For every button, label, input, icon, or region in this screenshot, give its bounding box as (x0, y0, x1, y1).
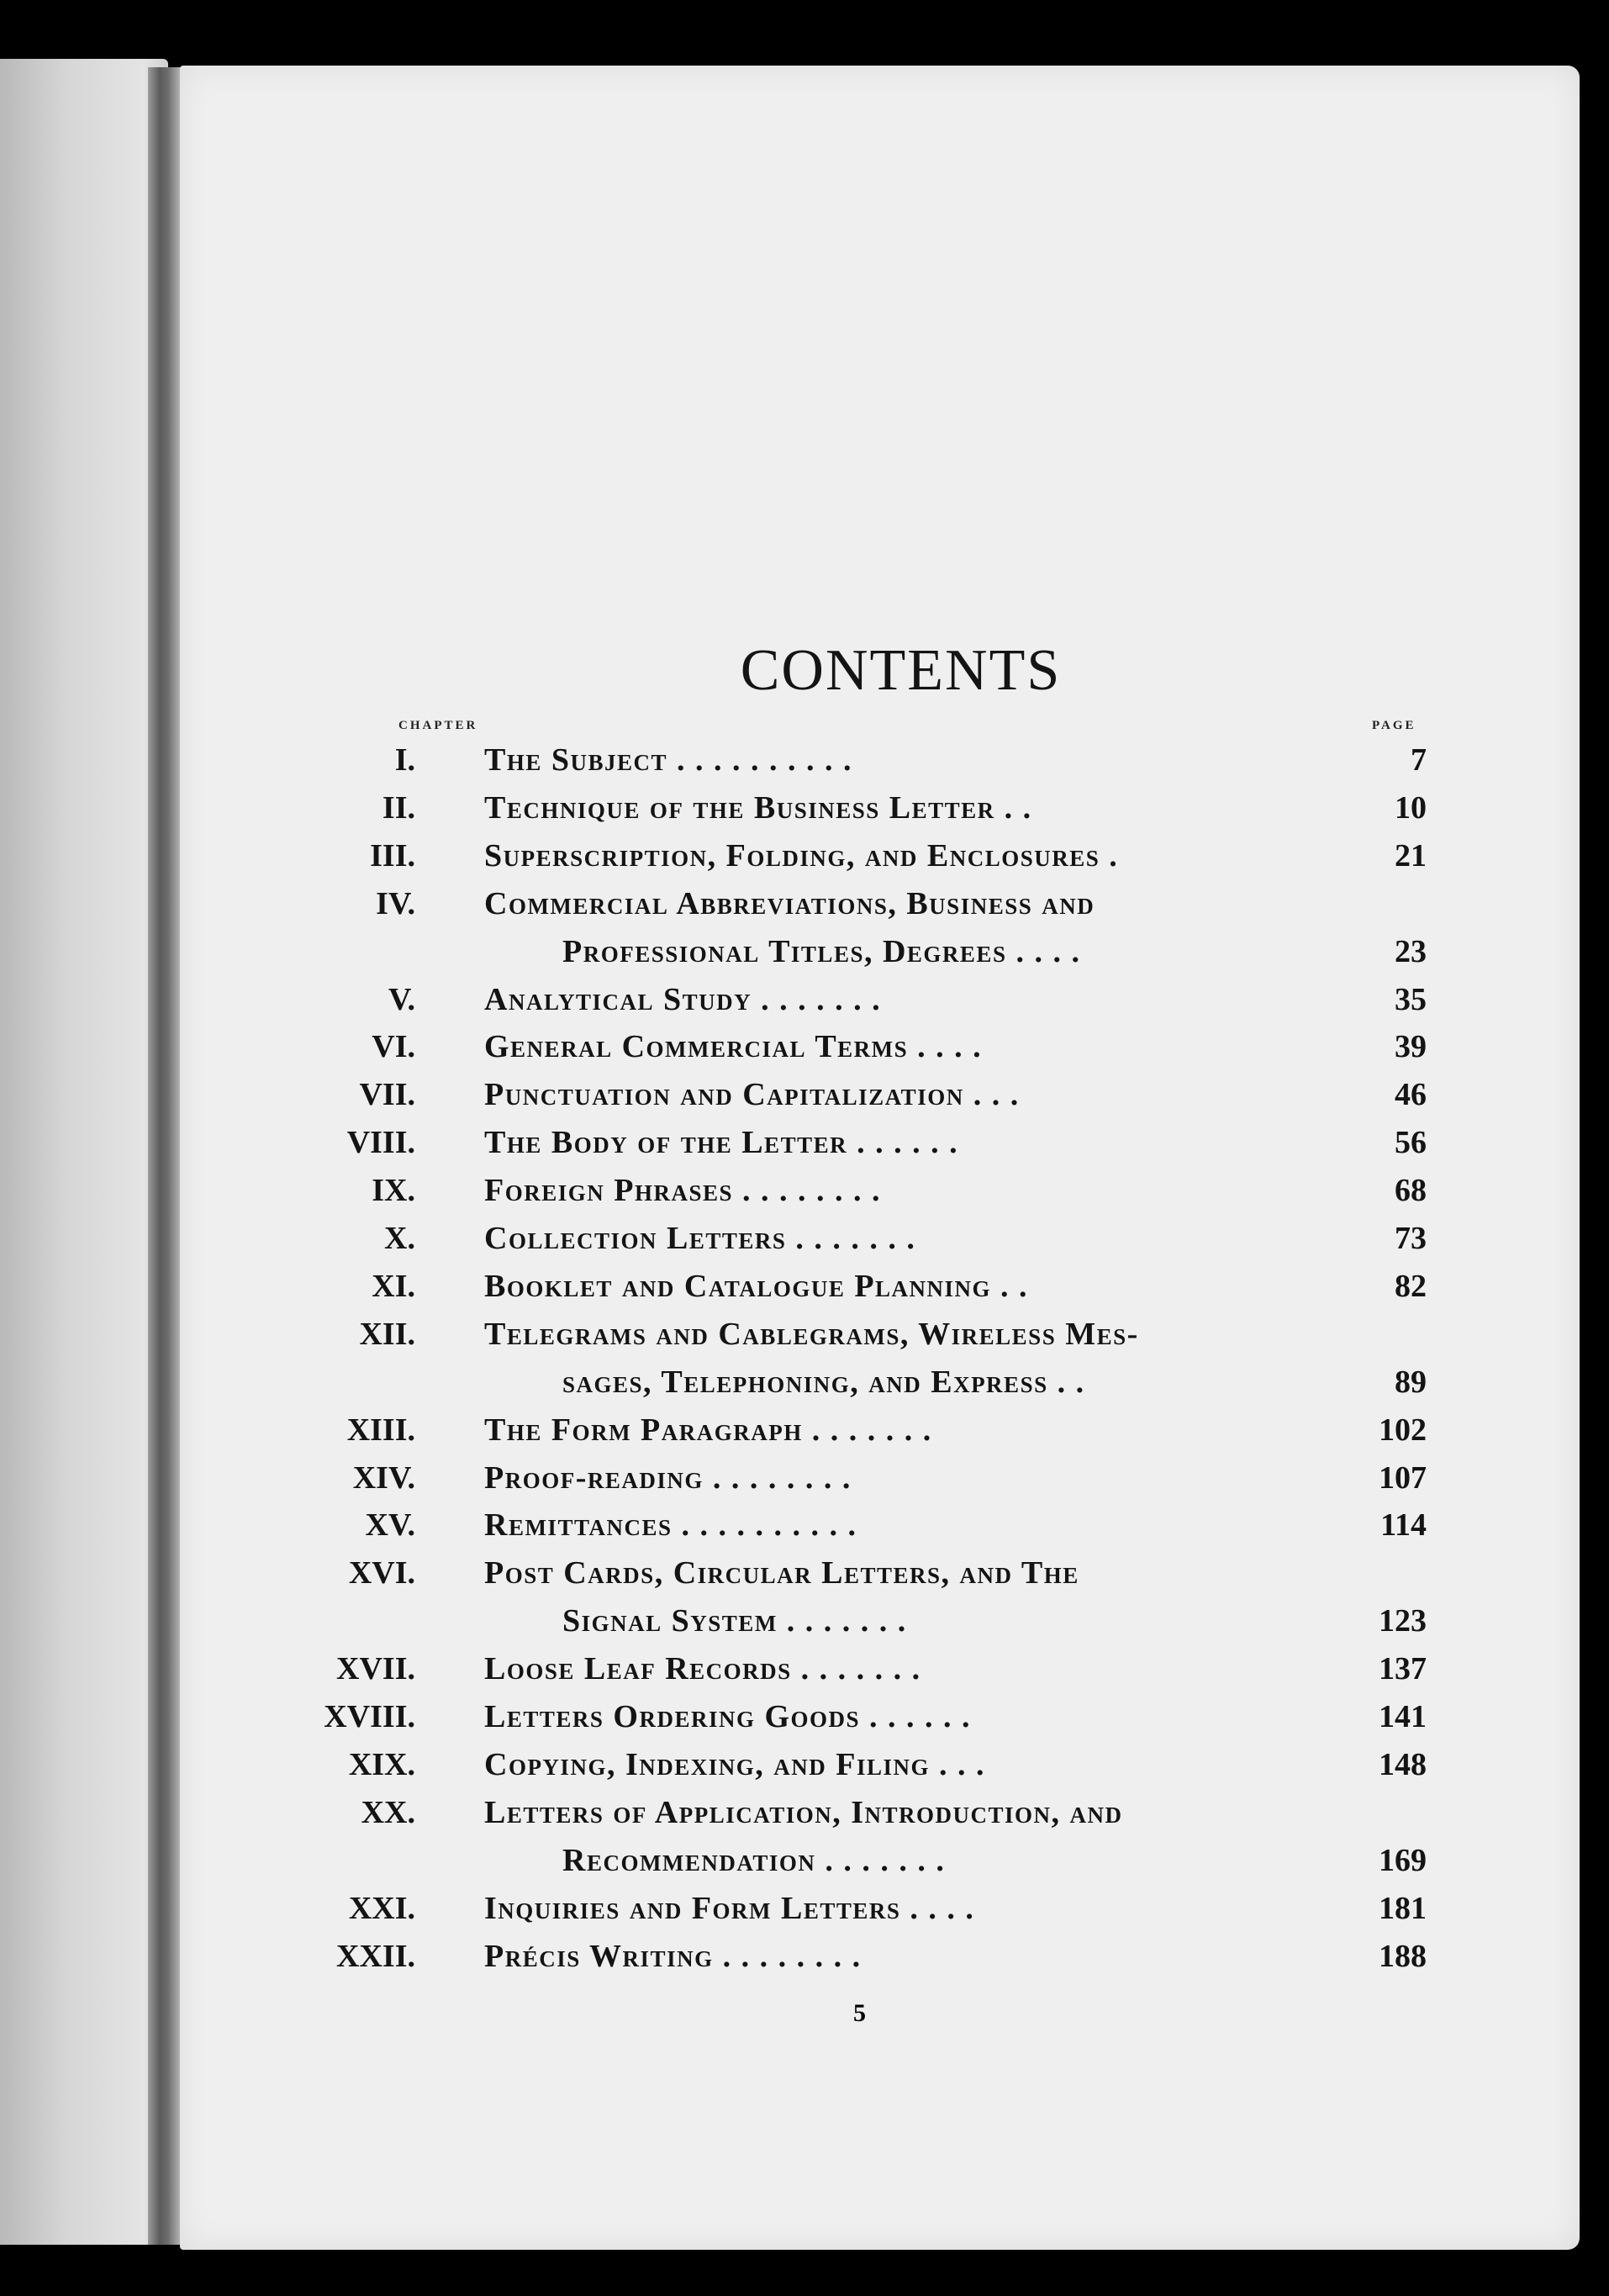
toc-line (180, 837, 1580, 884)
chapter-number: IV. (376, 885, 415, 921)
page-reference: 89 (1395, 1364, 1427, 1400)
page-reference: 56 (1395, 1125, 1427, 1161)
chapter-number: XXI. (348, 1890, 415, 1926)
page-number: 5 (853, 1999, 866, 2027)
chapter-title: Inquiries and Form Letters . . . . (484, 1890, 975, 1926)
chapter-number: XIV. (352, 1459, 415, 1496)
toc-line (180, 1412, 1580, 1459)
chapter-number: I. (394, 742, 415, 778)
toc-line (180, 933, 1580, 980)
chapter-title: Post Cards, Circular Letters, and The (484, 1555, 1079, 1591)
book-gutter (148, 67, 182, 2245)
page-reference: 169 (1379, 1842, 1427, 1878)
chapter-number: VI. (372, 1029, 415, 1065)
chapter-title: Punctuation and Capitalization . . . (484, 1077, 1020, 1113)
chapter-title: The Body of the Letter . . . . . . (484, 1125, 959, 1161)
toc-line (180, 1650, 1580, 1697)
chapter-title: Superscription, Folding, and Enclosures . (484, 837, 1119, 874)
page-reference: 68 (1395, 1173, 1427, 1209)
chapter-number: IX. (372, 1173, 415, 1209)
page-reference: 21 (1395, 837, 1427, 874)
toc-line (180, 789, 1580, 837)
chapter-title: General Commercial Terms . . . . (484, 1029, 983, 1065)
toc-line (180, 1268, 1580, 1315)
page-reference: 46 (1395, 1077, 1427, 1113)
chapter-title: Analytical Study . . . . . . . (484, 981, 882, 1017)
chapter-number: VIII. (346, 1125, 415, 1161)
chapter-title: Précis Writing . . . . . . . . (484, 1938, 862, 1974)
chapter-title: The Subject . . . . . . . . . . (484, 742, 853, 778)
chapter-number: III. (370, 837, 415, 874)
chapter-title: Foreign Phrases . . . . . . . . (484, 1173, 881, 1209)
chapter-number: XXII. (336, 1938, 415, 1974)
toc-line (180, 1459, 1580, 1507)
chapter-title: Booklet and Catalogue Planning . . (484, 1268, 1029, 1304)
page-title: CONTENTS (740, 638, 1062, 703)
chapter-title: Copying, Indexing, and Filing . . . (484, 1746, 985, 1782)
chapter-title: Letters Ordering Goods . . . . . . (484, 1699, 972, 1734)
toc-line (180, 1842, 1580, 1889)
chapter-number: XIX. (348, 1746, 415, 1782)
page-reference: 107 (1379, 1459, 1427, 1496)
toc-line (180, 1124, 1580, 1171)
page-reference: 181 (1379, 1890, 1427, 1926)
page-reference: 35 (1395, 981, 1427, 1017)
chapter-title: Recommendation . . . . . . . (562, 1842, 946, 1878)
chapter-title: The Form Paragraph . . . . . . . (484, 1412, 932, 1448)
toc-line (180, 1938, 1580, 1985)
chapter-number: XIII. (346, 1412, 415, 1448)
chapter-title: Technique of the Business Letter . . (484, 789, 1032, 826)
toc-line (180, 1076, 1580, 1123)
page-reference: 148 (1379, 1746, 1427, 1782)
toc-line (180, 1698, 1580, 1745)
chapter-title: Remittances . . . . . . . . . . (484, 1507, 857, 1544)
toc-line (180, 885, 1580, 932)
page-reference: 123 (1379, 1603, 1427, 1639)
chapter-number: VII. (359, 1077, 415, 1113)
chapter-number: X. (384, 1221, 415, 1256)
page-reference: 23 (1395, 933, 1427, 969)
chapter-title: Letters of Application, Introduction, and (484, 1794, 1123, 1830)
chapter-number: XX. (361, 1794, 415, 1830)
chapter-number: II. (382, 789, 415, 826)
chapter-title: Loose Leaf Records . . . . . . . (484, 1651, 921, 1687)
table-of-contents (180, 66, 1580, 2250)
toc-line (180, 1746, 1580, 1793)
chapter-number: V. (388, 981, 415, 1017)
toc-entries (180, 66, 1580, 2250)
toc-line (180, 1220, 1580, 1267)
toc-line (180, 742, 1580, 789)
page-reference: 82 (1395, 1268, 1427, 1304)
chapter-number: XV. (365, 1507, 415, 1544)
book-page (180, 66, 1580, 2250)
page-reference: 141 (1379, 1699, 1427, 1734)
chapter-column-heading: CHAPTER (398, 719, 478, 732)
page-column-heading: PAGE (1372, 719, 1416, 732)
chapter-title: sages, Telephoning, and Express . . (562, 1364, 1085, 1400)
chapter-title: Proof-reading . . . . . . . . (484, 1459, 852, 1496)
chapter-title: Telegrams and Cablegrams, Wireless Mes- (484, 1316, 1139, 1352)
chapter-title: Signal System . . . . . . . (562, 1603, 907, 1639)
chapter-number: XI. (372, 1268, 415, 1304)
page-reference: 39 (1395, 1029, 1427, 1065)
toc-line (180, 1602, 1580, 1649)
toc-line (180, 1794, 1580, 1841)
page-reference: 10 (1395, 789, 1427, 826)
chapter-title: Professional Titles, Degrees . . . . (562, 933, 1081, 969)
page-reference: 137 (1379, 1651, 1427, 1687)
toc-line (180, 1364, 1580, 1411)
page-reference: 114 (1380, 1507, 1427, 1544)
chapter-number: XII. (359, 1316, 415, 1352)
left-page-edge (0, 59, 168, 2245)
toc-line (180, 1507, 1580, 1554)
chapter-number: XVIII. (324, 1699, 415, 1734)
toc-line (180, 1172, 1580, 1219)
toc-line (180, 1316, 1580, 1363)
toc-line (180, 1554, 1580, 1602)
page-reference: 7 (1411, 742, 1427, 778)
page-reference: 73 (1395, 1221, 1427, 1256)
chapter-title: Commercial Abbreviations, Business and (484, 885, 1095, 921)
chapter-title: Collection Letters . . . . . . . (484, 1221, 916, 1256)
chapter-number: XVII. (336, 1651, 415, 1687)
chapter-number: XVI. (348, 1555, 415, 1591)
page-reference: 102 (1379, 1412, 1427, 1448)
toc-line (180, 981, 1580, 1028)
toc-line (180, 1028, 1580, 1075)
toc-line (180, 1890, 1580, 1937)
page-reference: 188 (1379, 1938, 1427, 1974)
